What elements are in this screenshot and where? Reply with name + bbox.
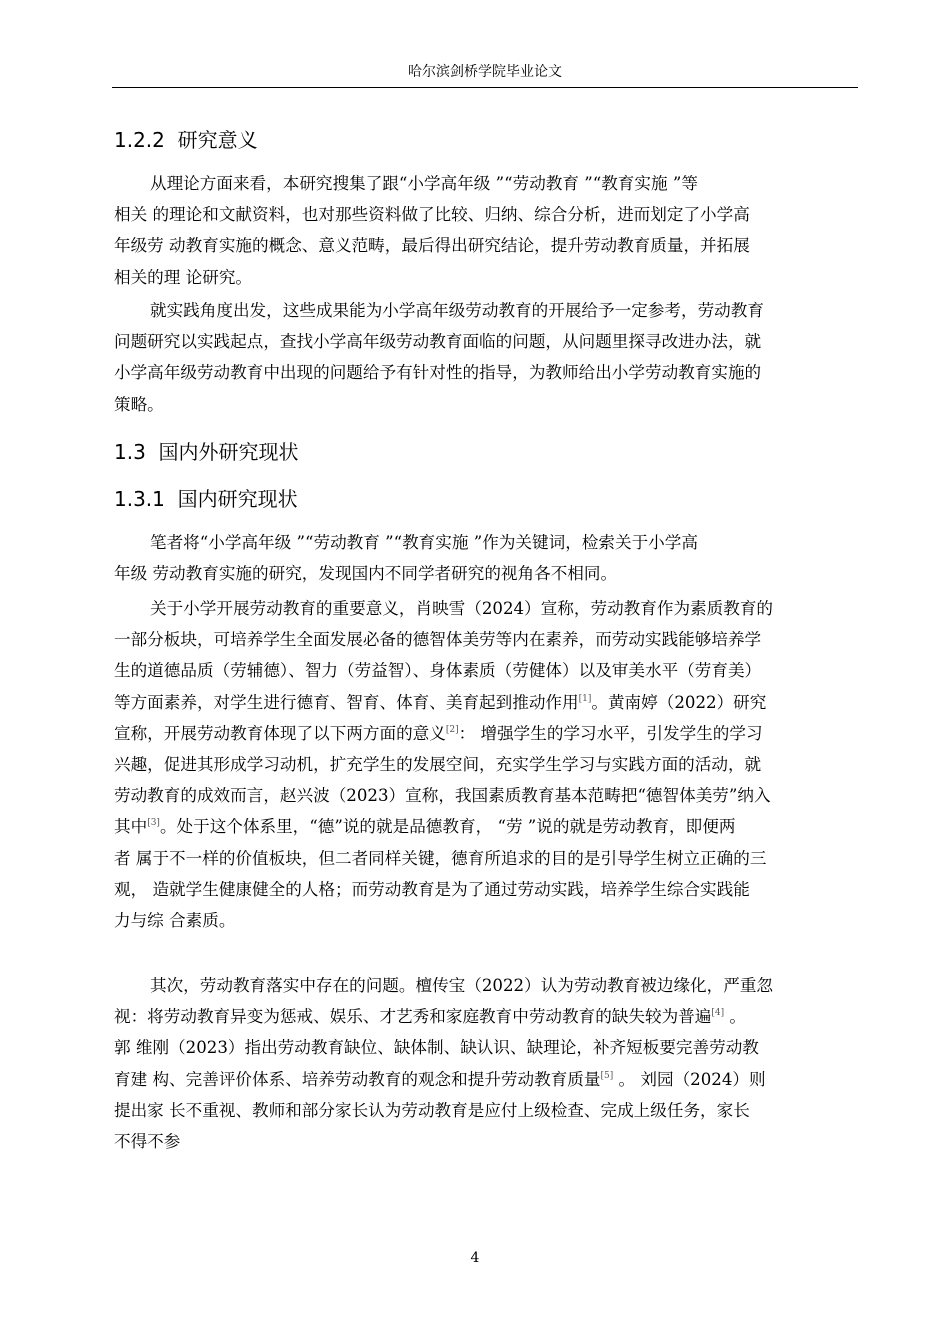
text-line: 观， 造就学生健康健全的人格；而劳动教育是为了通过劳动实践，培养学生综合实践能 xyxy=(114,879,750,899)
text-line: 兴趣，促进其形成学习动机，扩充学生的发展空间，充实学生学习与实践方面的活动，就 xyxy=(114,754,762,774)
citation-ref[interactable]: [5] xyxy=(600,1070,614,1081)
text-line: 问题研究以实践起点，查找小学高年级劳动教育面临的问题，从问题里探寻改进办法，就 xyxy=(114,332,762,352)
paragraph-theory xyxy=(114,168,866,293)
text-line: 一部分板块，可培养学生全面发展必备的德智体美劳等内在素养，而劳动实践能够培养学 xyxy=(114,630,762,650)
text-line: 笔者将“小学高年级 ”“劳动教育 ”“教育实施 ”作为关键词，检索关于小学高 xyxy=(150,533,698,552)
text-segment: 等方面素养，对学生进行德育、智育、体育、美育起到推动作用 xyxy=(114,692,579,712)
text-segment: 宣称，开展劳动教育体现了以下两方面的意义 xyxy=(114,723,446,743)
text-segment: 育建 构、完善评价体系、培养劳动教育的观念和提升劳动教育质量 xyxy=(114,1069,601,1089)
citation-ref[interactable]: [4] xyxy=(711,1008,725,1019)
section-heading-1-3-1 xyxy=(114,485,298,513)
text-segment: 。黄南婷（2022）研究 xyxy=(591,692,767,712)
text-line xyxy=(114,687,866,718)
section-title: 国内研究现状 xyxy=(177,487,298,511)
citation-ref[interactable]: [2] xyxy=(445,724,459,735)
paragraph-keywords xyxy=(114,527,866,589)
text-line xyxy=(114,1064,866,1095)
text-line: 生的道德品质（劳辅德）、智力（劳益智）、身体素质（劳健体）以及审美水平（劳育美） xyxy=(114,661,762,681)
header-divider xyxy=(112,87,858,88)
text-line: 劳动教育的成效而言，赵兴波（2023）宣称，我国素质教育基本范畴把“德智体美劳”纳入 xyxy=(114,786,771,806)
section-title: 研究意义 xyxy=(177,128,258,152)
page-header: 哈尔滨剑桥学院毕业论文 xyxy=(408,64,562,80)
paragraph-significance xyxy=(114,593,866,936)
text-line: 者 属于不一样的价值板块，但二者同样关键，德育所追求的目的是引导学生树立正确的三 xyxy=(114,848,767,868)
text-segment: 其中 xyxy=(114,817,148,837)
page-number: 4 xyxy=(470,1250,480,1266)
paragraph-problems xyxy=(114,970,866,1157)
text-line: 提出家 长不重视、教师和部分家长认为劳动教育是应付上级检查、完成上级任务，家长 xyxy=(114,1100,750,1120)
text-line: 不得不参 xyxy=(114,1131,181,1151)
text-segment: 。 xyxy=(724,1007,746,1027)
text-segment: 视：将劳动教育异变为惩戒、娱乐、才艺秀和家庭教育中劳动教育的缺失较为普遍 xyxy=(114,1007,712,1027)
text-line: 力与综 合素质。 xyxy=(114,910,236,930)
section-heading-1-3 xyxy=(114,438,299,466)
text-line: 策略。 xyxy=(114,394,164,414)
text-segment: ： 增强学生的学习水平，引发学生的学习 xyxy=(458,723,763,743)
section-number: 1.2.2 xyxy=(114,128,165,152)
text-segment: 。 刘园（2024）则 xyxy=(613,1069,766,1089)
text-line xyxy=(114,811,866,842)
text-line: 相关的理 论研究。 xyxy=(114,267,253,287)
text-line: 关于小学开展劳动教育的重要意义，肖映雪（2024）宣称，劳动教育作为素质教育的 xyxy=(150,599,774,618)
section-number: 1.3.1 xyxy=(114,487,165,511)
citation-ref[interactable]: [3] xyxy=(147,818,160,829)
section-title: 国内外研究现状 xyxy=(158,440,299,464)
citation-ref[interactable]: [1] xyxy=(578,693,592,704)
section-number: 1.3 xyxy=(114,440,146,464)
text-line: 郭 维刚（2023）指出劳动教育缺位、缺体制、缺认识、缺理论，补齐短板要完善劳动教 xyxy=(114,1038,759,1058)
text-line xyxy=(114,1001,866,1032)
section-heading-1-2-2 xyxy=(114,126,258,154)
text-line: 年级劳 动教育实施的概念、意义范畴，最后得出研究结论，提升劳动教育质量，并拓展 xyxy=(114,236,750,256)
text-line: 年级 劳动教育实施的研究，发现国内不同学者研究的视角各不相同。 xyxy=(114,564,618,584)
text-line: 其次，劳动教育落实中存在的问题。檀传宝（2022）认为劳动教育被边缘化，严重忽 xyxy=(150,976,774,995)
paragraph-practice xyxy=(114,295,866,420)
text-line: 从理论方面来看，本研究搜集了跟“小学高年级 ”“劳动教育 ”“教育实施 ”等 xyxy=(150,174,698,193)
text-line: 就实践角度出发，这些成果能为小学高年级劳动教育的开展给予一定参考，劳动教育 xyxy=(150,301,764,320)
text-line xyxy=(114,718,866,749)
text-segment: 。处于这个体系里，“德”说的就是品德教育， “劳 ”说的就是劳动教育，即便两 xyxy=(159,817,736,837)
text-line: 小学高年级劳动教育中出现的问题给予有针对性的指导，为教师给出小学劳动教育实施的 xyxy=(114,363,762,383)
text-line: 相关 的理论和文献资料，也对那些资料做了比较、归纳、综合分析，进而划定了小学高 xyxy=(114,205,750,225)
